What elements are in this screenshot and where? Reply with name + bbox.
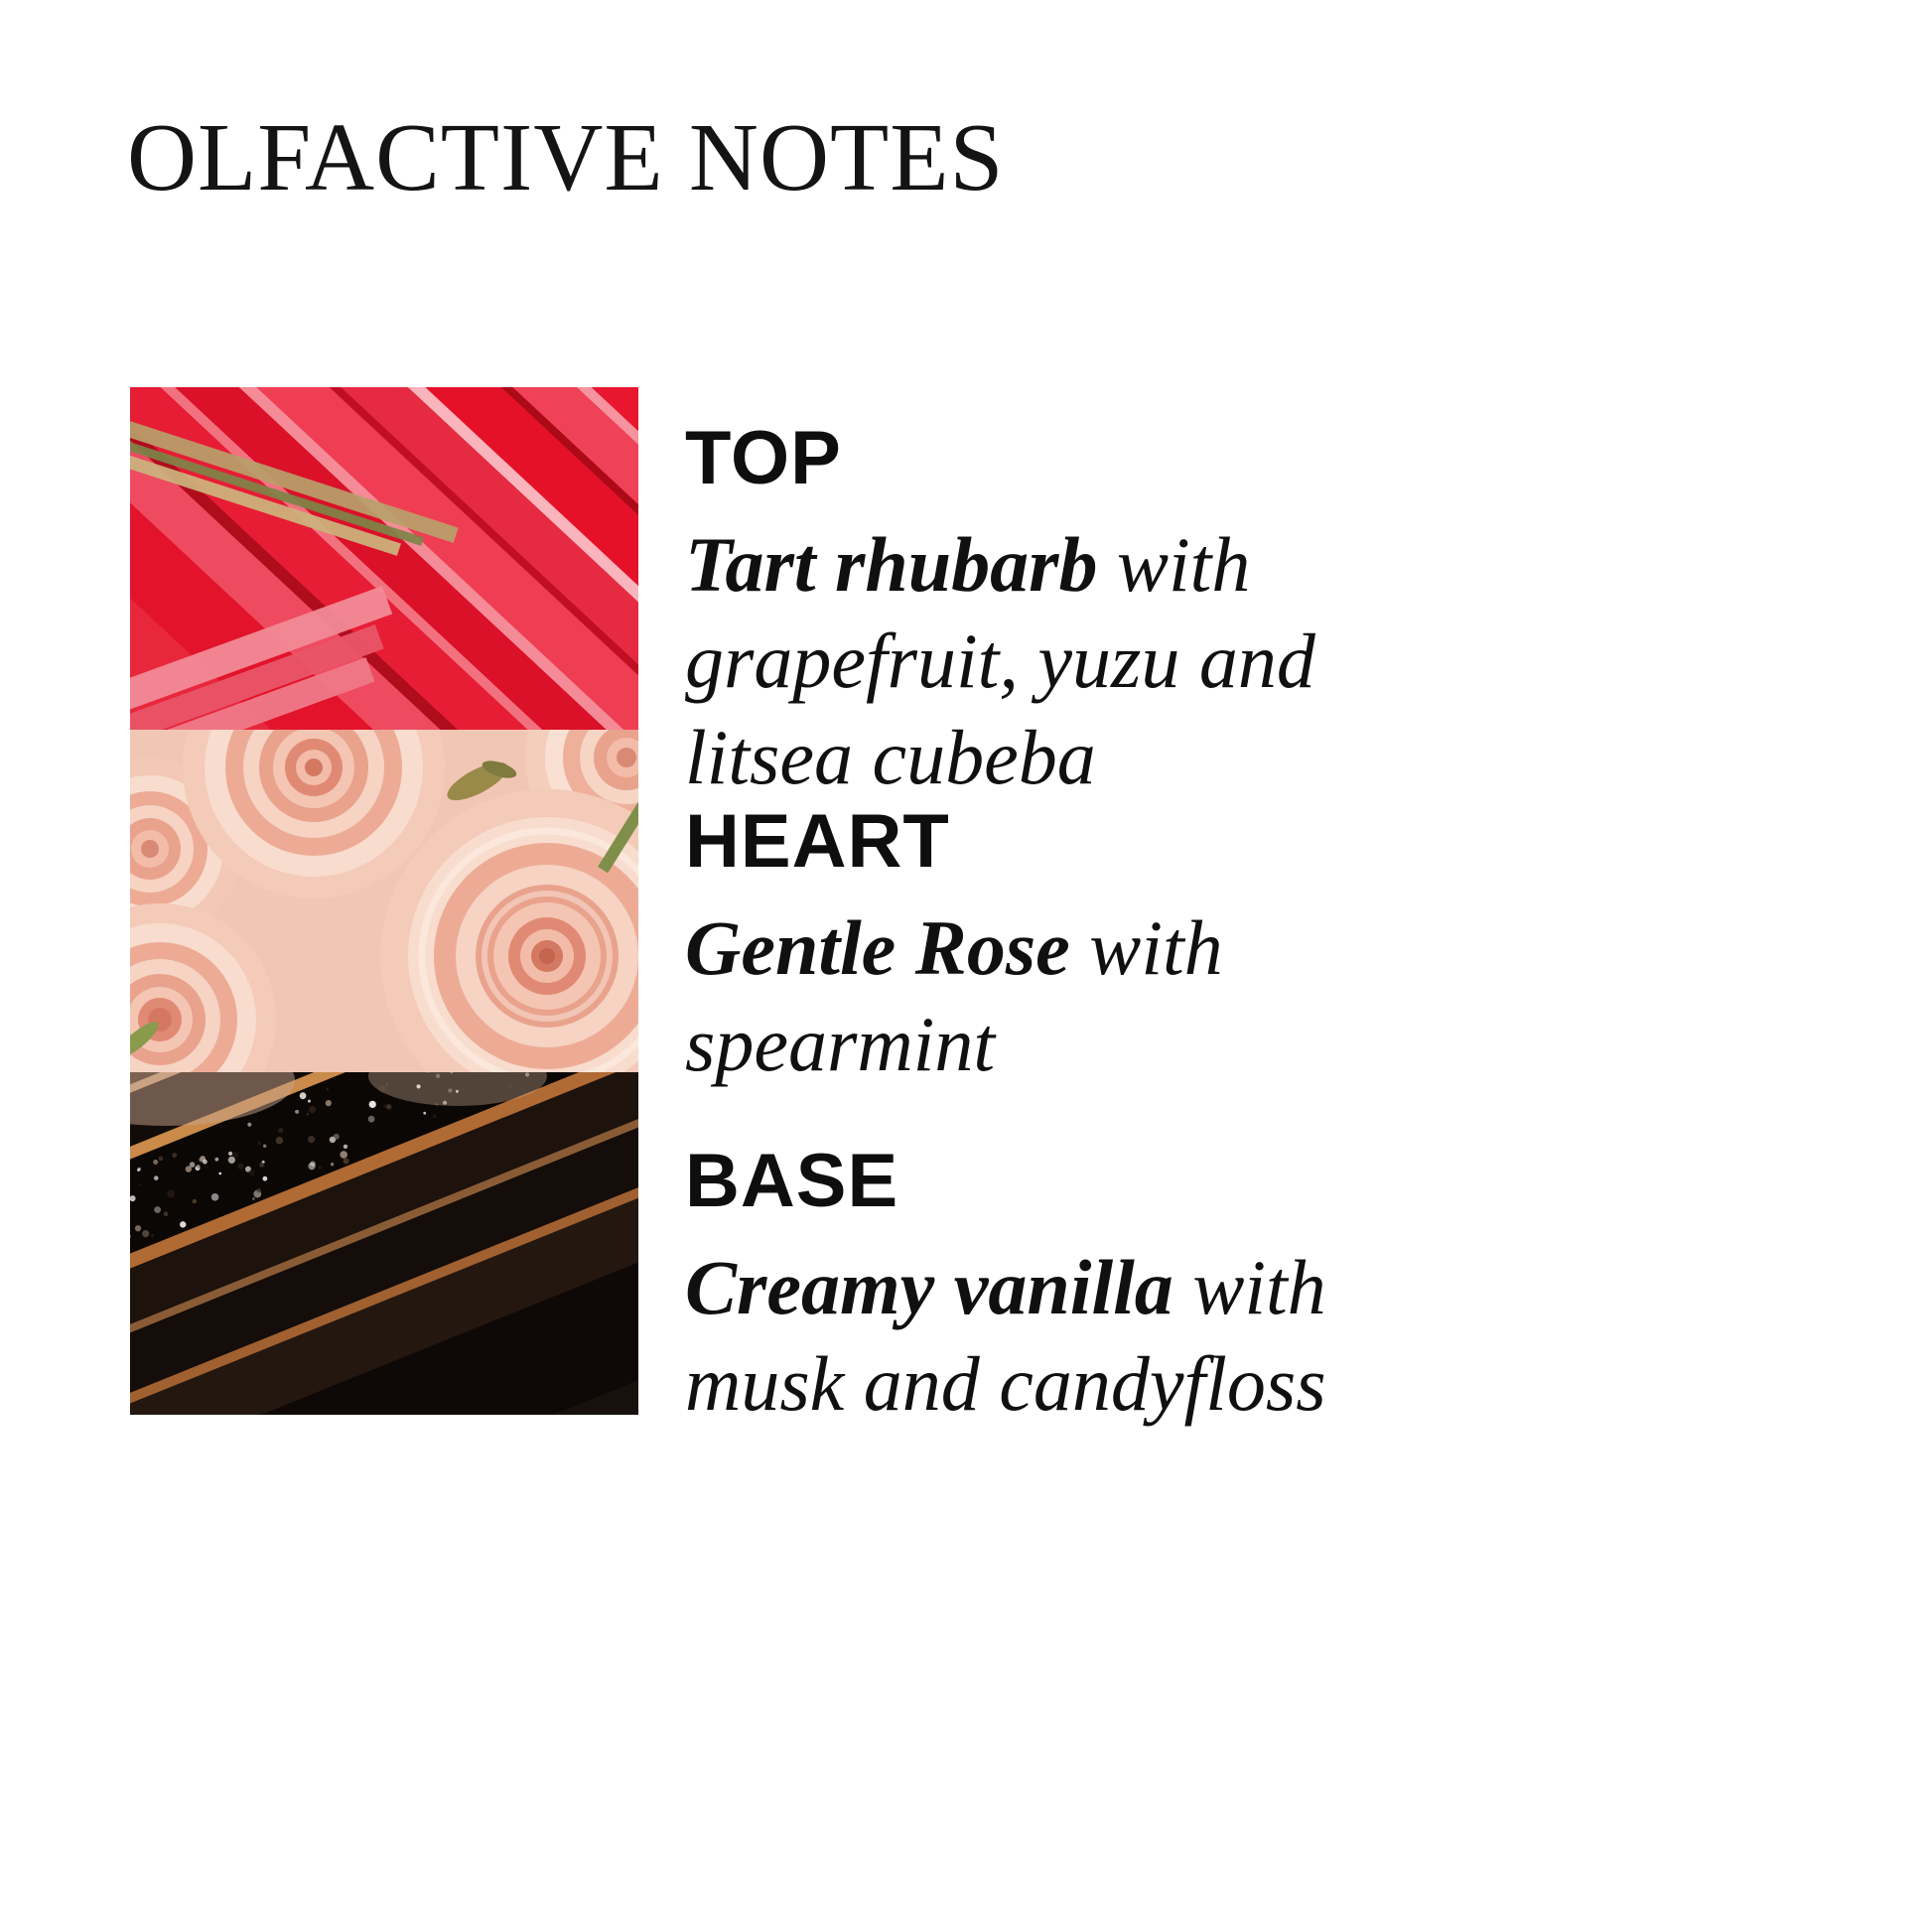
note-lead-suffix: with (1097, 521, 1251, 608)
note-lead-suffix: with (1069, 904, 1223, 991)
page-title: OLFACTIVE NOTES (127, 104, 1005, 210)
note-block-heart (685, 799, 1360, 1092)
note-line (685, 899, 1360, 996)
note-label-top: TOP (685, 416, 842, 500)
vanilla-photo (130, 1072, 638, 1415)
rhubarb-photo (130, 387, 638, 730)
vanilla-photo-art (130, 1072, 638, 1415)
note-line: spearmint (685, 1001, 995, 1087)
note-line: litsea cubeba (685, 714, 1096, 800)
note-line: grapefruit, yuzu and (685, 618, 1315, 704)
note-label-base: BASE (685, 1139, 899, 1223)
roses-photo-art (130, 730, 638, 1072)
rhubarb-photo-art (130, 387, 638, 730)
note-lead-base: Creamy vanilla (685, 1244, 1173, 1330)
note-line: musk and candyfloss (685, 1340, 1326, 1427)
note-block-base (685, 1139, 1360, 1432)
photo-column (130, 387, 638, 1415)
note-lead-heart: Gentle Rose (685, 904, 1070, 991)
note-lead-suffix: with (1173, 1244, 1326, 1330)
note-block-top (685, 416, 1360, 805)
note-lead-top: Tart rhubarb (685, 521, 1098, 608)
note-line (685, 1239, 1360, 1335)
roses-photo (130, 730, 638, 1072)
note-line (685, 516, 1360, 613)
note-label-heart: HEART (685, 799, 950, 884)
